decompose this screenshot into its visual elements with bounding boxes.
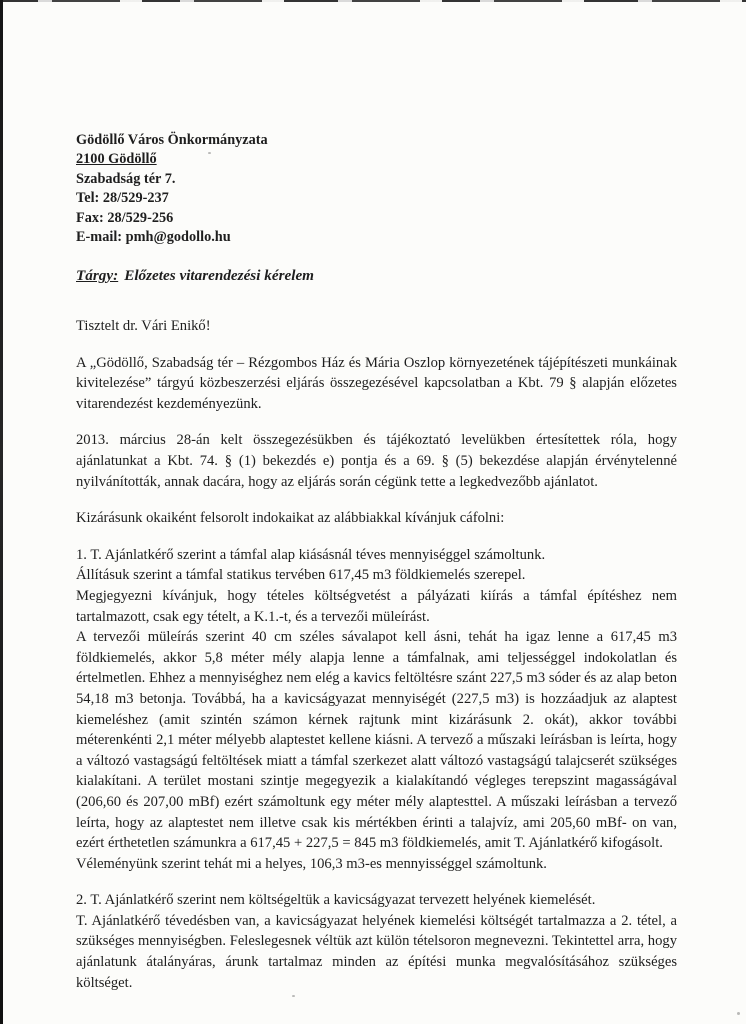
scan-artifact-top-edge — [0, 0, 746, 4]
sender-postal: 2100 Gödöllő — [76, 151, 157, 168]
sender-block — [76, 131, 677, 247]
sender-tel: Tel: 28/529-237 — [76, 190, 169, 207]
letter-content — [76, 131, 677, 993]
section1-note: Megjegyezni kívánjuk, hogy tételes költségvetést a pályázati kiírás a támfal építéshez nem tartalmazott, csak egy tételt, a K.1.-t, és a tervezői müleírást. — [76, 587, 677, 625]
subject-title: Előzetes vitarendezési kérelem — [124, 267, 314, 285]
section-2 — [76, 890, 677, 993]
subject-line — [76, 266, 677, 287]
sender-name: Gödöllő Város Önkormányzata — [76, 132, 268, 148]
salutation: Tisztelt dr. Vári Enikő! — [76, 318, 211, 335]
paragraph-lead: Kizárásunk okaiként felsorolt indokaikat az alábbiakkal kívánjuk cáfolni: — [76, 510, 505, 527]
section1-claim: 1. T. Ajánlatkérő szerint a támfal alap kiásásnál téves mennyiséggel számoltunk. — [76, 546, 546, 563]
scan-speck — [737, 1012, 740, 1015]
subject-label: Tárgy: — [76, 267, 119, 285]
section1-statement: Állításuk szerint a támfal statikus tervében 617,45 m3 földkiemelés szerepel. — [76, 567, 526, 584]
scan-speck — [292, 995, 295, 997]
section1-conclusion: Véleményünk szerint tehát mi a helyes, 106,3 m3-es mennyisséggel számoltunk. — [76, 855, 547, 872]
sender-fax: Fax: 28/529-256 — [76, 209, 174, 226]
section1-argument: A tervezői müleírás szerint 40 cm széles sávalapot kell ásni, tehát ha igaz lenne a 617,45 m3 földkiemelés, akkor 5,8 méter mély alapja lenne a támfalnak, ami teljességgel indokolatlan és értelmetlen. Ehhez a mennyiséghez nem elég a kavics feltöltésre szánt 227,5 m3 sóder és az alap beton 54,18 m3 betonja. Továbbá, ha a kavicságyazat mennyiségét (227,5 m3) is hozzáadjuk az alaptest kiemeléshez (amit szintén számon kérnek rajtunk mint kizárásunk 2. okát), akkor további méterenkénti 2,1 méter mélyebb alaptestet kellene kiásni. A tervező a műszaki leírásban is leírta, hogy a változó vastagságú feltöltések miatt a támfal szerkezet alatt változó vastagságú talajcserét szükséges kialakítani. A terület mostani szintje megegyezik a kialakítandó végleges terepszint magasságával (206,60 és 207,00 mBf) ezért számoltunk egy méter mély alaptesttel. A műszaki leírásban a tervező leírta, hogy az alaptestet nem illetve csak kis mértékben érinti a talajvíz, ami 205,60 mBf- on van, ezért érthetetlen számunkra a 617,45 + 227,5 = 845 m3 földkiemelés, amit T. Ajánlatkérő kifogásolt. — [76, 629, 677, 852]
sender-email: E-mail: pmh@godollo.hu — [76, 229, 231, 246]
paragraph-intro: A „Gödöllő, Szabadság tér – Rézgombos Ház és Mária Oszlop környezetének tájépítészeti munkáinak kivitelezése” tárgyú közbeszerzési eljárás összegezésével kapcsolatban a Kbt. 79 § alapján előzetes vitarendezést kezdeményezünk. — [76, 354, 677, 412]
section2-rebuttal: T. Ajánlatkérő tévedésben van, a kavicságyazat helyének kiemelési költségét tartalmazza a 2. tétel, a szükséges mennyiségben. Feleslegesnek véltük azt külön tételsoron megnevezni. Tekintettel arra, hogy ajánlatunk átalányáras, árunk tartalmaz minden az építési munka megvalósításához szükséges költséget. — [76, 912, 677, 991]
section2-claim: 2. T. Ajánlatkérő szerint nem költségeltük a kavicságyazat tervezett helyének kiemelését. — [76, 892, 596, 909]
paragraph-notice: 2013. március 28-án kelt összegezésükben és tájékoztató levelükben értesítettek róla, hogy ajánlatunkat a Kbt. 74. § (1) bekezdés e) pontja és a 69. § (5) bekezdése alapján érvénytelenné nyilvánították, annak dacára, hogy az eljárás során cégünk tette a legkedvezőbb ajánlatot. — [76, 432, 677, 490]
scan-artifact-left-edge — [0, 0, 3, 1024]
sender-street: Szabadság tér 7. — [76, 170, 176, 187]
section-1 — [76, 545, 677, 875]
